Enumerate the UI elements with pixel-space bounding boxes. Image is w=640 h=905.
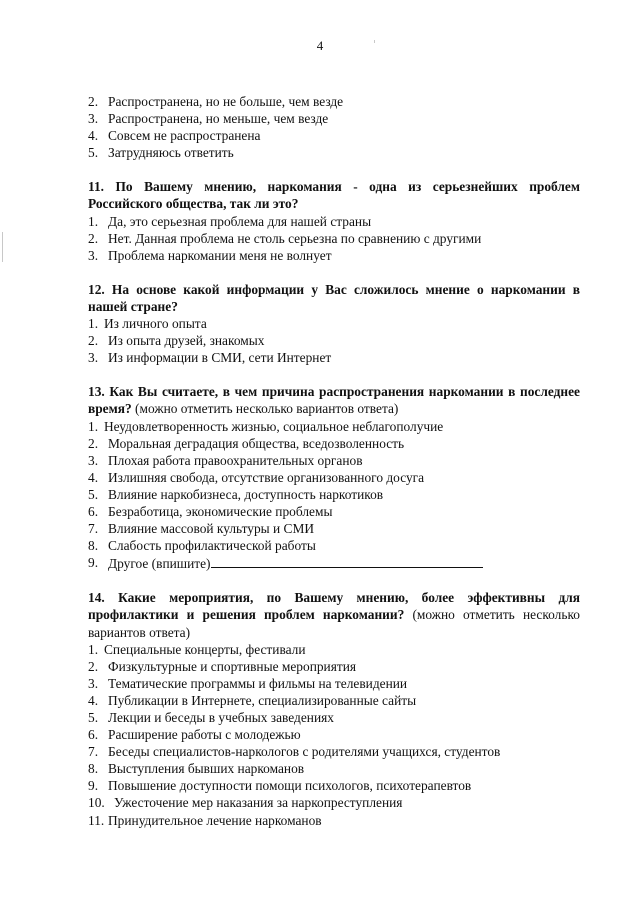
question-options bbox=[88, 418, 580, 573]
option-item[interactable]: 8. Выступления бывших наркоманов bbox=[88, 761, 305, 777]
option-item[interactable]: 4. Совсем не распространена bbox=[88, 128, 261, 144]
option-item[interactable]: 5. Затрудняюсь ответить bbox=[88, 145, 234, 161]
question-title: 11. По Вашему мнению, наркомания - одна из серьезнейших проблем Российского общества, так ли это? bbox=[88, 179, 580, 212]
option-item[interactable]: 1. Да, это серьезная проблема для нашей страны bbox=[88, 213, 372, 229]
option-item[interactable]: 7. Беседы специалистов-наркологов с родителями учащихся, студентов bbox=[88, 744, 501, 760]
option-item[interactable]: 2. Физкультурные и спортивные мероприятия bbox=[88, 658, 357, 674]
question-note: (можно отметить несколько вариантов ответа) bbox=[135, 401, 399, 417]
question-options bbox=[88, 213, 580, 264]
option-item[interactable]: 2. Нет. Данная проблема не столь серьезна по сравнению с другими bbox=[88, 230, 482, 246]
scan-artifact bbox=[374, 40, 375, 43]
scan-artifact bbox=[2, 232, 3, 262]
questionnaire-body bbox=[88, 93, 580, 829]
option-item[interactable]: 9. Повышение доступности помощи психологов, психотерапевтов bbox=[88, 778, 472, 794]
option-item[interactable]: 7. Влияние массовой культуры и СМИ bbox=[88, 521, 315, 537]
option-item[interactable]: 2. Распространена, но не больше, чем везде bbox=[88, 94, 344, 109]
option-item[interactable]: 11. Принудительное лечение наркоманов bbox=[88, 812, 322, 828]
option-item[interactable]: 5. Лекции и беседы в учебных заведениях bbox=[88, 710, 334, 725]
write-in-line[interactable] bbox=[211, 554, 483, 568]
question-14 bbox=[88, 589, 580, 828]
question-options bbox=[88, 641, 580, 829]
question-title: 13. Как Вы считаете, в чем причина распространения наркомании в последнее время? (можно отметить несколько вариантов ответа) bbox=[88, 384, 580, 417]
option-item[interactable]: 3. Проблема наркомании меня не волнует bbox=[88, 247, 332, 263]
option-item[interactable]: 1. Из личного опыта bbox=[88, 316, 207, 332]
option-item[interactable]: 1. Неудовлетворенность жизнью, социальное неблагополучие bbox=[88, 418, 444, 434]
option-item[interactable]: 2. Моральная деградация общества, вседозволенность bbox=[88, 435, 405, 451]
option-item[interactable]: 3. Плохая работа правоохранительных органов bbox=[88, 452, 363, 468]
option-item[interactable]: 10. Ужесточение мер наказания за наркопреступления bbox=[88, 795, 403, 811]
option-item[interactable]: 4. Публикации в Интернете, специализированные сайты bbox=[88, 692, 417, 708]
option-item[interactable]: 5. Влияние наркобизнеса, доступность наркотиков bbox=[88, 486, 384, 502]
option-item-other[interactable]: 9. Другое (впишите) bbox=[88, 554, 580, 572]
option-item[interactable]: 2. Из опыта друзей, знакомых bbox=[88, 333, 265, 349]
option-item[interactable]: 3. Распространена, но меньше, чем везде bbox=[88, 111, 329, 127]
option-item[interactable]: 6. Безработица, экономические проблемы bbox=[88, 503, 333, 519]
prev-question-options bbox=[88, 93, 580, 161]
option-item[interactable]: 3. Из информации в СМИ, сети Интернет bbox=[88, 350, 332, 366]
question-12 bbox=[88, 281, 580, 366]
question-title: 12. На основе какой информации у Вас сложилось мнение о наркомании в нашей стране? bbox=[88, 281, 580, 314]
option-item[interactable]: 4. Излишняя свобода, отсутствие организованного досуга bbox=[88, 469, 425, 485]
option-item[interactable]: 3. Тематические программы и фильмы на телевидении bbox=[88, 675, 408, 691]
page-number: 4 bbox=[316, 38, 324, 53]
question-note: (можно отметить несколько вариантов ответа) bbox=[88, 607, 580, 640]
option-item[interactable]: 1. Специальные концерты, фестивали bbox=[88, 641, 306, 657]
question-title: 14. Какие мероприятия, по Вашему мнению, более эффективны для профилактики и решения проблем наркомании? (можно отметить несколько вариантов ответа) bbox=[88, 590, 580, 640]
question-11 bbox=[88, 178, 580, 263]
question-13 bbox=[88, 383, 580, 572]
option-item[interactable]: 6. Расширение работы с молодежью bbox=[88, 727, 301, 743]
question-options bbox=[88, 315, 580, 366]
option-item[interactable]: 8. Слабость профилактической работы bbox=[88, 538, 316, 554]
